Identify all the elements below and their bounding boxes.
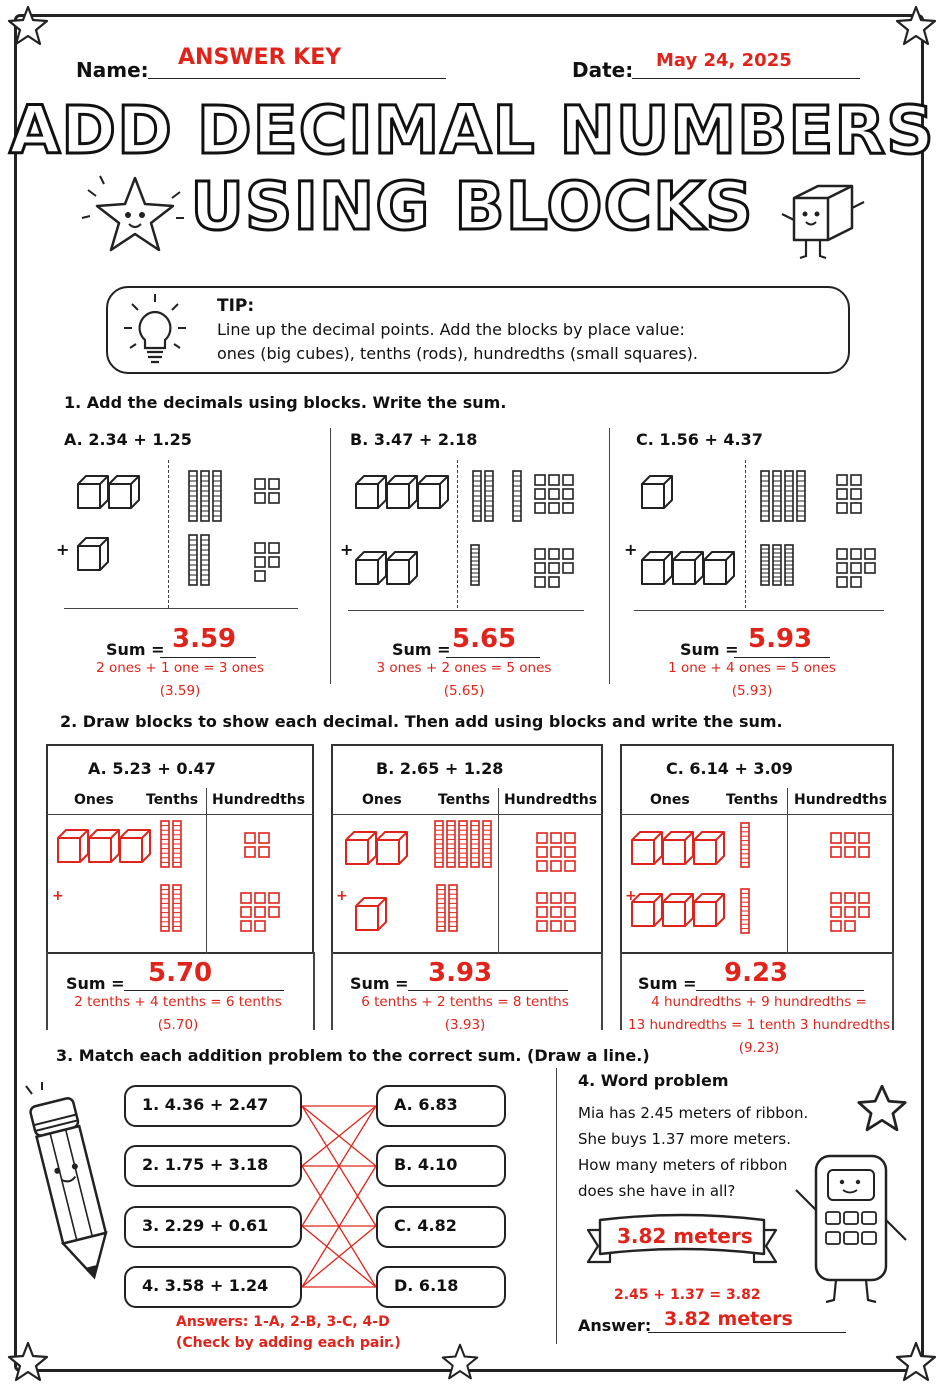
s2c-label: C. 6.14 + 3.09 <box>666 759 793 778</box>
s2a-explanation2: (5.70) <box>157 1017 199 1033</box>
hundredths-square-icon <box>534 548 578 592</box>
divider <box>609 428 610 684</box>
hundredths-square-icon <box>254 478 284 508</box>
s1b-explanation2: (5.65) <box>443 683 485 699</box>
cube-mascot-icon <box>772 176 872 266</box>
match-lines <box>302 1085 378 1309</box>
header-rule <box>46 814 314 815</box>
tip-line1: Line up the decimal points. Add the blocks by place value: <box>217 320 685 339</box>
col-hundredths: Hundredths <box>794 792 888 808</box>
name-line <box>148 78 446 79</box>
match-problem-4[interactable]: 4. 3.58 + 1.24 <box>124 1266 302 1308</box>
place-divider <box>168 460 169 608</box>
ones-cube-icon <box>76 474 146 510</box>
tenths-rod-icon <box>760 470 810 522</box>
star-mascot-icon <box>80 168 190 258</box>
s1-problem-c-label: C. 1.56 + 4.37 <box>636 430 763 449</box>
calculator-mascot-icon <box>790 1140 916 1310</box>
hundredths-square-icon <box>534 474 578 518</box>
plus-sign: + <box>340 540 354 559</box>
col-tenths: Tenths <box>726 792 779 808</box>
s1c-explanation: 1 one + 4 ones = 5 ones <box>668 660 836 676</box>
pencil-mascot-icon <box>20 1080 120 1290</box>
match-sum-a[interactable]: A. 6.83 <box>376 1085 506 1127</box>
ones-cube-icon <box>354 550 424 586</box>
star-icon <box>894 4 938 48</box>
star-icon <box>852 1078 912 1138</box>
page-title-line2: USING BLOCKS <box>190 168 754 245</box>
s2c-explanation3: (9.23) <box>738 1040 780 1056</box>
col-ones: Ones <box>74 792 114 808</box>
s1c-explanation2: (5.93) <box>731 683 773 699</box>
s2a-sum-label: Sum = <box>66 974 125 993</box>
hundredths-square-icon <box>836 548 880 592</box>
section3-instruction: 3. Match each addition problem to the correct sum. (Draw a line.) <box>56 1046 650 1065</box>
header-rule <box>620 814 894 815</box>
divider <box>556 1068 557 1344</box>
answer-line <box>696 990 864 991</box>
match-sum-c[interactable]: C. 4.82 <box>376 1206 506 1248</box>
match-sum-d[interactable]: D. 6.18 <box>376 1266 506 1308</box>
match-problem-2[interactable]: 2. 1.75 + 3.18 <box>124 1145 302 1187</box>
place-divider <box>745 460 746 608</box>
answer-value: 3.82 meters <box>664 1308 793 1330</box>
box-side <box>46 952 48 1030</box>
s2c-sum-value: 9.23 <box>724 958 789 988</box>
col-divider <box>498 788 499 954</box>
word-problem-line: Mia has 2.45 meters of ribbon. <box>578 1104 809 1122</box>
name-value: ANSWER KEY <box>178 45 342 70</box>
answer-line <box>446 657 540 658</box>
s2c-explanation2: 13 hundredths = 1 tenth 3 hundredths <box>628 1017 890 1033</box>
col-ones: Ones <box>362 792 402 808</box>
ones-cube-icon <box>640 550 741 586</box>
match-problem-1[interactable]: 1. 4.36 + 2.47 <box>124 1085 302 1127</box>
s2b-label: B. 2.65 + 1.28 <box>376 759 504 778</box>
lightbulb-icon <box>120 290 190 370</box>
hundredths-square-icon <box>836 474 866 518</box>
box-side <box>601 952 603 1030</box>
s2c-explanation: 4 hundredths + 9 hundredths = <box>651 994 867 1010</box>
s1b-sum-label: Sum = <box>392 640 451 659</box>
tip-heading: TIP: <box>217 296 255 316</box>
col-hundredths: Hundredths <box>504 792 598 808</box>
match-sum-b[interactable]: B. 4.10 <box>376 1145 506 1187</box>
s2a-explanation: 2 tenths + 4 tenths = 6 tenths <box>74 994 282 1010</box>
match-answers: Answers: 1-A, 2-B, 3-C, 4-D <box>176 1314 390 1330</box>
s2c-sum-label: Sum = <box>638 974 697 993</box>
ones-cube-icon <box>76 536 115 572</box>
match-answers-note: (Check by adding each pair.) <box>176 1335 401 1351</box>
star-icon <box>894 1340 938 1384</box>
col-divider <box>206 788 207 954</box>
s2a-sum-value: 5.70 <box>148 958 213 988</box>
s2b-explanation: 6 tenths + 2 tenths = 8 tenths <box>361 994 569 1010</box>
col-hundredths: Hundredths <box>212 792 306 808</box>
col-ones: Ones <box>650 792 690 808</box>
match-problem-3[interactable]: 3. 2.29 + 0.61 <box>124 1206 302 1248</box>
plus-sign: + <box>625 888 637 904</box>
s2b-explanation2: (3.93) <box>444 1017 486 1033</box>
tip-line2: ones (big cubes), tenths (rods), hundredths (small squares). <box>217 344 698 363</box>
answer-line <box>160 657 256 658</box>
star-icon <box>440 1342 480 1382</box>
word-problem-line: She buys 1.37 more meters. <box>578 1130 792 1148</box>
s1-problem-b-label: B. 3.47 + 2.18 <box>350 430 478 449</box>
star-icon <box>6 1340 50 1384</box>
s1a-explanation2: (3.59) <box>159 683 201 699</box>
word-problem-heading: 4. Word problem <box>578 1071 729 1090</box>
answer-line <box>408 990 568 991</box>
ones-cube-icon <box>354 474 455 510</box>
word-problem-line: How many meters of ribbon <box>578 1156 788 1174</box>
word-problem-line: does she have in all? <box>578 1182 736 1200</box>
col-divider <box>787 788 788 954</box>
answer-label: Answer: <box>578 1316 652 1335</box>
plus-sign: + <box>56 540 70 559</box>
answer-line <box>124 990 284 991</box>
star-icon <box>6 4 50 48</box>
sum-rule <box>348 610 584 611</box>
s2b-sum-value: 3.93 <box>428 958 493 988</box>
word-work: 2.45 + 1.37 = 3.82 <box>614 1287 761 1303</box>
banner-answer: 3.82 meters <box>617 1224 753 1248</box>
sum-rule <box>634 610 884 611</box>
s2a-label: A. 5.23 + 0.47 <box>88 759 216 778</box>
name-label: Name: <box>76 58 149 82</box>
s1b-sum-value: 5.65 <box>452 624 517 654</box>
plus-sign: + <box>336 888 348 904</box>
answer-line <box>648 1332 846 1333</box>
date-line <box>632 78 860 79</box>
answer-line <box>734 657 830 658</box>
date-value: May 24, 2025 <box>656 50 792 71</box>
tenths-rod-icon <box>188 534 214 586</box>
s2b-sum-label: Sum = <box>350 974 409 993</box>
page-title-line1: ADD DECIMAL NUMBERS <box>9 92 935 169</box>
tenths-rod-icon <box>188 470 226 522</box>
hundredths-square-icon <box>254 542 284 586</box>
section2-instruction: 2. Draw blocks to show each decimal. Then add using blocks and write the sum. <box>60 712 783 731</box>
box-side <box>620 952 622 1030</box>
s1a-sum-value: 3.59 <box>172 624 237 654</box>
tenths-rod-icon <box>760 544 798 586</box>
sum-rule <box>64 608 298 609</box>
divider <box>330 428 331 684</box>
tenths-rod-icon <box>512 470 526 522</box>
s1a-sum-label: Sum = <box>106 640 165 659</box>
plus-sign: + <box>624 540 638 559</box>
date-label: Date: <box>572 58 634 82</box>
s1a-explanation: 2 ones + 1 one = 3 ones <box>96 660 264 676</box>
tenths-rod-icon <box>472 470 498 522</box>
header-rule <box>331 814 603 815</box>
tenths-rod-icon <box>470 544 484 586</box>
box-side <box>313 952 315 1030</box>
s1-problem-a-label: A. 2.34 + 1.25 <box>64 430 192 449</box>
s1c-sum-label: Sum = <box>680 640 739 659</box>
box-side <box>331 952 333 1030</box>
col-tenths: Tenths <box>438 792 491 808</box>
s1c-sum-value: 5.93 <box>748 624 813 654</box>
s1b-explanation: 3 ones + 2 ones = 5 ones <box>376 660 552 676</box>
plus-sign: + <box>52 888 64 904</box>
place-divider <box>457 460 458 608</box>
ones-cube-icon <box>640 474 679 510</box>
section1-instruction: 1. Add the decimals using blocks. Write the sum. <box>64 393 507 412</box>
col-tenths: Tenths <box>146 792 199 808</box>
